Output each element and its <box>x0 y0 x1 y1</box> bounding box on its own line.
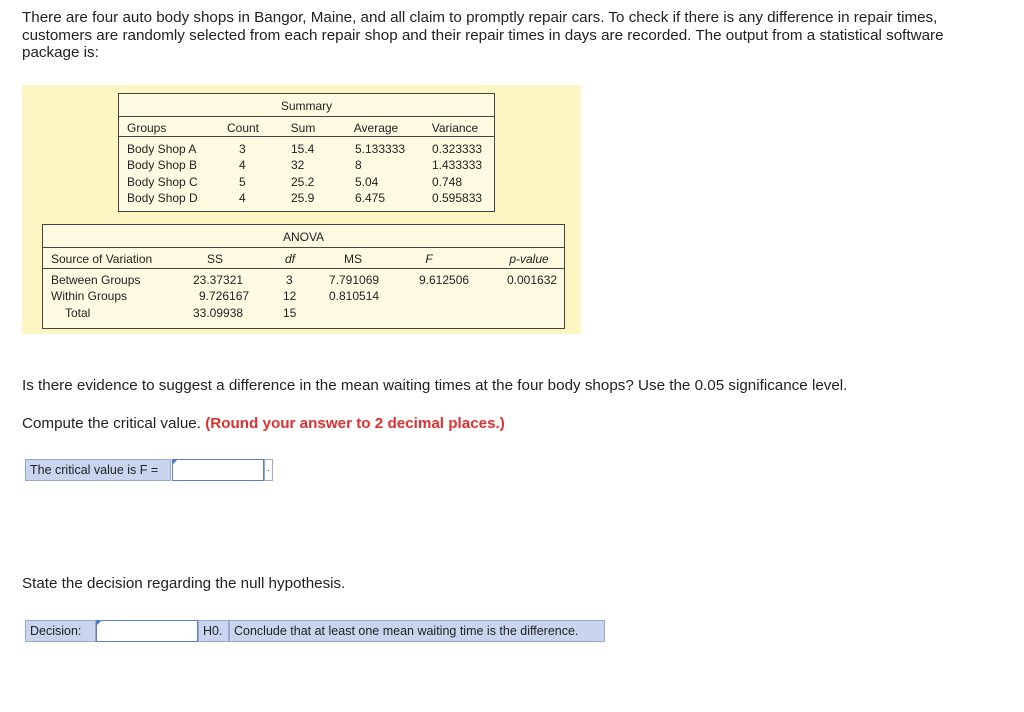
decision-dropdown[interactable] <box>96 620 198 642</box>
anova-cell-ss: 23.37321 <box>193 273 244 287</box>
summary-cell-count: 4 <box>239 158 246 172</box>
summary-cell-group: Body Shop B <box>127 158 198 172</box>
state-decision-text: State the decision regarding the null hypothesis. <box>22 575 346 592</box>
dropdown-flag-icon <box>97 621 101 625</box>
anova-title: ANOVA <box>282 230 325 244</box>
critical-value-input[interactable] <box>172 459 264 481</box>
summary-cell-average: 8 <box>355 158 362 172</box>
summary-cell-variance: 0.595833 <box>432 191 483 205</box>
summary-header-count: Count <box>226 121 260 135</box>
compute-text: Compute the critical value. <box>22 415 201 432</box>
conclusion-text: Conclude that at least one mean waiting time is the difference. <box>229 620 605 642</box>
problem-intro: There are four auto body shops in Bangor, Maine, and all claim to promptly repair cars. To check if there is any difference in repair times, customers are randomly selected from each repair shop and their repair times in days are recorded. The output from a statistical software package is: <box>22 9 944 61</box>
rounding-note: (Round your answer to 2 decimal places.) <box>205 415 505 432</box>
summary-cell-sum: 15.4 <box>291 142 315 156</box>
summary-header-sum: Sum <box>290 121 316 135</box>
question-text: Is there evidence to suggest a difference in the mean waiting times at the four body shops? Use the 0.05 significance level. <box>22 377 848 394</box>
summary-cell-variance: 0.748 <box>432 175 463 189</box>
summary-cell-average: 6.475 <box>355 191 386 205</box>
anova-cell-df: 12 <box>283 289 297 303</box>
anova-cell-df: 15 <box>283 306 297 320</box>
critical-value-suffix: . <box>264 459 273 481</box>
summary-header-variance: Variance <box>431 121 479 135</box>
summary-cell-count: 4 <box>239 191 246 205</box>
anova-cell-source: Within Groups <box>51 289 128 303</box>
anova-cell-df: 3 <box>286 273 293 287</box>
anova-cell-ss: 9.726167 <box>199 289 250 303</box>
summary-header-groups: Groups <box>127 121 167 135</box>
anova-cell-ss: 33.09938 <box>193 306 244 320</box>
compute-instruction <box>22 415 505 432</box>
summary-cell-average: 5.133333 <box>355 142 406 156</box>
summary-header-average: Average <box>353 121 399 135</box>
anova-cell-source: Between Groups <box>51 273 141 287</box>
summary-cell-count: 5 <box>239 175 246 189</box>
anova-header-df: df <box>284 252 295 266</box>
anova-header-ms: MS <box>344 252 362 266</box>
summary-cell-sum: 25.9 <box>291 191 315 205</box>
h0-label: H0. <box>198 620 229 642</box>
decision-label: Decision: <box>25 620 96 642</box>
anova-cell-p-value: 0.001632 <box>507 273 558 287</box>
summary-cell-variance: 1.433333 <box>432 158 483 172</box>
summary-cell-group: Body Shop D <box>127 191 198 205</box>
statistics-output-panel <box>22 85 581 334</box>
summary-cell-group: Body Shop C <box>127 175 198 189</box>
summary-title: Summary <box>280 99 333 113</box>
anova-header-ss: SS <box>206 252 223 266</box>
summary-cell-sum: 25.2 <box>291 175 315 189</box>
anova-header-f: F <box>425 252 433 266</box>
anova-cell-source: Total <box>65 306 91 320</box>
summary-cell-group: Body Shop A <box>127 142 197 156</box>
anova-cell-ms: 7.791069 <box>329 273 380 287</box>
summary-table <box>118 93 495 212</box>
anova-cell-f: 9.612506 <box>419 273 470 287</box>
summary-cell-variance: 0.323333 <box>432 142 483 156</box>
summary-cell-count: 3 <box>239 142 246 156</box>
summary-cell-sum: 32 <box>291 158 305 172</box>
anova-header-p-value: p-value <box>509 252 549 266</box>
anova-cell-ms: 0.810514 <box>329 289 380 303</box>
critical-value-label: The critical value is F = <box>25 459 171 481</box>
anova-table <box>42 224 565 329</box>
summary-cell-average: 5.04 <box>355 175 379 189</box>
input-flag-icon <box>173 460 177 464</box>
anova-header-source: Source of Variation <box>51 252 153 266</box>
